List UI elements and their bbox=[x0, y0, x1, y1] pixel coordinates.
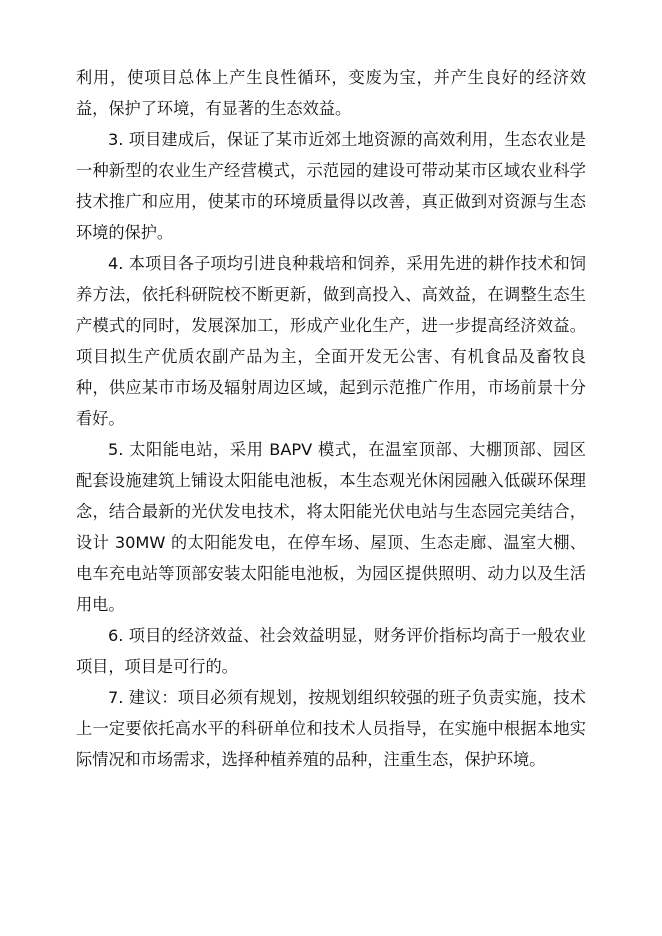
paragraph-continuation: 利用，使项目总体上产生良性循环，变废为宝，并产生良好的经济效益，保护了环境，有显著的生态效益。 bbox=[76, 68, 586, 118]
paragraph-item-3: 3. 项目建成后，保证了某市近郊土地资源的高效利用，生态农业是一种新型的农业生产经营模式，示范园的建设可带动某市区域农业科学技术推广和应用，使某市的环境质量得以改善，真正做到对资源与生态环境的保护。 bbox=[76, 130, 586, 242]
paragraph-item-4: 4. 本项目各子项均引进良种栽培和饲养，采用先进的耕作技术和饲养方法，依托科研院校不断更新，做到高投入、高效益，在调整生态生产模式的同时，发展深加工，形成产业化生产，进一步提高经济效益。项目拟生产优质农副产品为主，全面开发无公害、有机食品及畜牧良种，供应某市市场及辐射周边区域，起到示范推广作用，市场前景十分看好。 bbox=[76, 254, 586, 428]
paragraph-item-6: 6. 项目的经济效益、社会效益明显，财务评价指标均高于一般农业项目，项目是可行的。 bbox=[76, 626, 586, 676]
document-body bbox=[76, 62, 586, 775]
paragraph-item-5: 5. 太阳能电站，采用 BAPV 模式，在温室顶部、大棚顶部、园区配套设施建筑上铺设太阳能电池板，本生态观光休闲园融入低碳环保理念，结合最新的光伏发电技术，将太阳能光伏电站与生态园完美结合，设计 30MW 的太阳能发电，在停车场、屋顶、生态走廊、温室大棚、电车充电站等顶部安装太阳能电池板，为园区提供照明、动力以及生活用电。 bbox=[76, 440, 586, 614]
paragraph-item-7: 7. 建议：项目必须有规划，按规划组织较强的班子负责实施，技术上一定要依托高水平的科研单位和技术人员指导，在实施中根据本地实际情况和市场需求，选择种植养殖的品种，注重生态，保护环境。 bbox=[76, 688, 586, 769]
